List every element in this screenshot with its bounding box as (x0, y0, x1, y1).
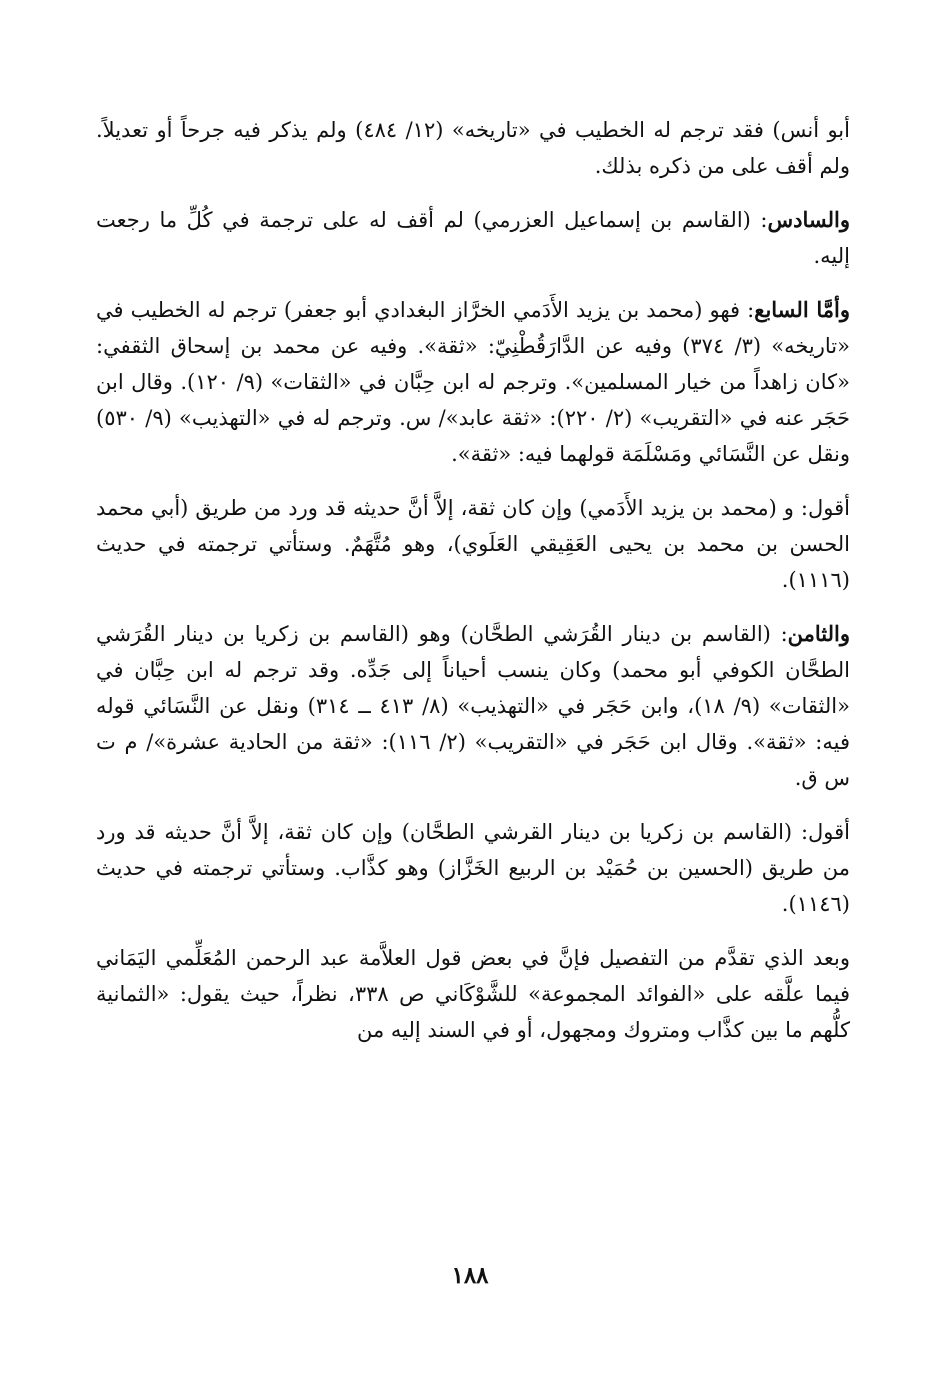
paragraph-text: وبعد الذي تقدَّم من التفصيل فإنَّ في بعض قول العلاَّمة عبد الرحمن المُعَلِّمي اليَمَاني فيما علَّقه على «الفوائد المجموعة» للشَّوْكَاني ص ٣٣٨، نظراً، حيث يقول: «الثمانية كلُّهم ما بين كذَّاب ومتروك ومجهول، أو في السند إليه من (96, 946, 850, 1042)
paragraph-7 (96, 940, 850, 1048)
paragraph-text: أقول: و (محمد بن يزيد الأَدَمي) وإن كان ثقة، إلاَّ أنَّ حديثه قد ورد من طريق (أبي محمد الحسن بن محمد بن يحيى العَقِيقي العَلَوي)، وهو مُتَّهَمٌ. وستأتي ترجمته في حديث (١١١٦). (96, 496, 850, 592)
page-number: ١٨٨ (451, 1262, 489, 1289)
page-body (96, 112, 850, 1066)
paragraph-4 (96, 490, 850, 598)
paragraph-3 (96, 292, 850, 472)
paragraph-lead: والسادس (767, 207, 850, 232)
paragraph-text: : فهو (محمد بن يزيد الأَدَمي الخرَّاز البغدادي أبو جعفر) ترجم له الخطيب في «تاريخه» (٣/ ٣٧٤) وفيه عن الدَّارَقُطْنِيّ: «ثقة». وفيه عن محمد بن إسحاق الثقفي: «كان زاهداً من خيار المسلمين». وترجم له ابن حِبَّان في «الثقات» (٩/ ١٢٠). وقال ابن حَجَر عنه في «التقريب» (٢/ ٢٢٠): «ثقة عابد»/ س. وترجم له في «التهذيب» (٩/ ٥٣٠) ونقل عن النَّسَائي ومَسْلَمَة قولهما فيه: «ثقة». (96, 298, 850, 466)
paragraph-5 (96, 616, 850, 796)
paragraph-lead: والثامن (787, 621, 850, 646)
paragraph-text: أقول: (القاسم بن زكريا بن دينار القرشي الطحَّان) وإن كان ثقة، إلاَّ أنَّ حديثه قد ورد من طريق (الحسين بن حُمَيْد بن الربيع الخَزَّاز) وهو كذَّاب. وستأتي ترجمته في حديث (١١٤٦). (96, 820, 850, 916)
paragraph-6 (96, 814, 850, 922)
paragraph-2 (96, 202, 850, 274)
paragraph-text: أبو أنس) فقد ترجم له الخطيب في «تاريخه» (١٢/ ٤٨٤) ولم يذكر فيه جرحاً أو تعديلاً. ولم أقف على من ذكره بذلك. (96, 118, 850, 178)
paragraph-text: : (القاسم بن إسماعيل العزرمي) لم أقف له على ترجمة في كُلِّ ما رجعت إليه. (96, 208, 850, 268)
paragraph-text: : (القاسم بن دينار القُرَشي الطحَّان) وهو (القاسم بن زكريا بن دينار القُرَشي الطحَّان الكوفي أبو محمد) وكان ينسب أحياناً إلى جَدِّه. وقد ترجم له ابن حِبَّان في «الثقات» (٩/ ١٨)، وابن حَجَر في «التهذيب» (٨/ ٤١٣ ــ ٣١٤) ونقل عن النَّسَائي قوله فيه: «ثقة». وقال ابن حَجَر في «التقريب» (٢/ ١١٦): «ثقة من الحادية عشرة»/ م ت س ق. (96, 622, 850, 790)
paragraph-lead: وأمَّا السابع (754, 297, 850, 322)
paragraph-1 (96, 112, 850, 184)
